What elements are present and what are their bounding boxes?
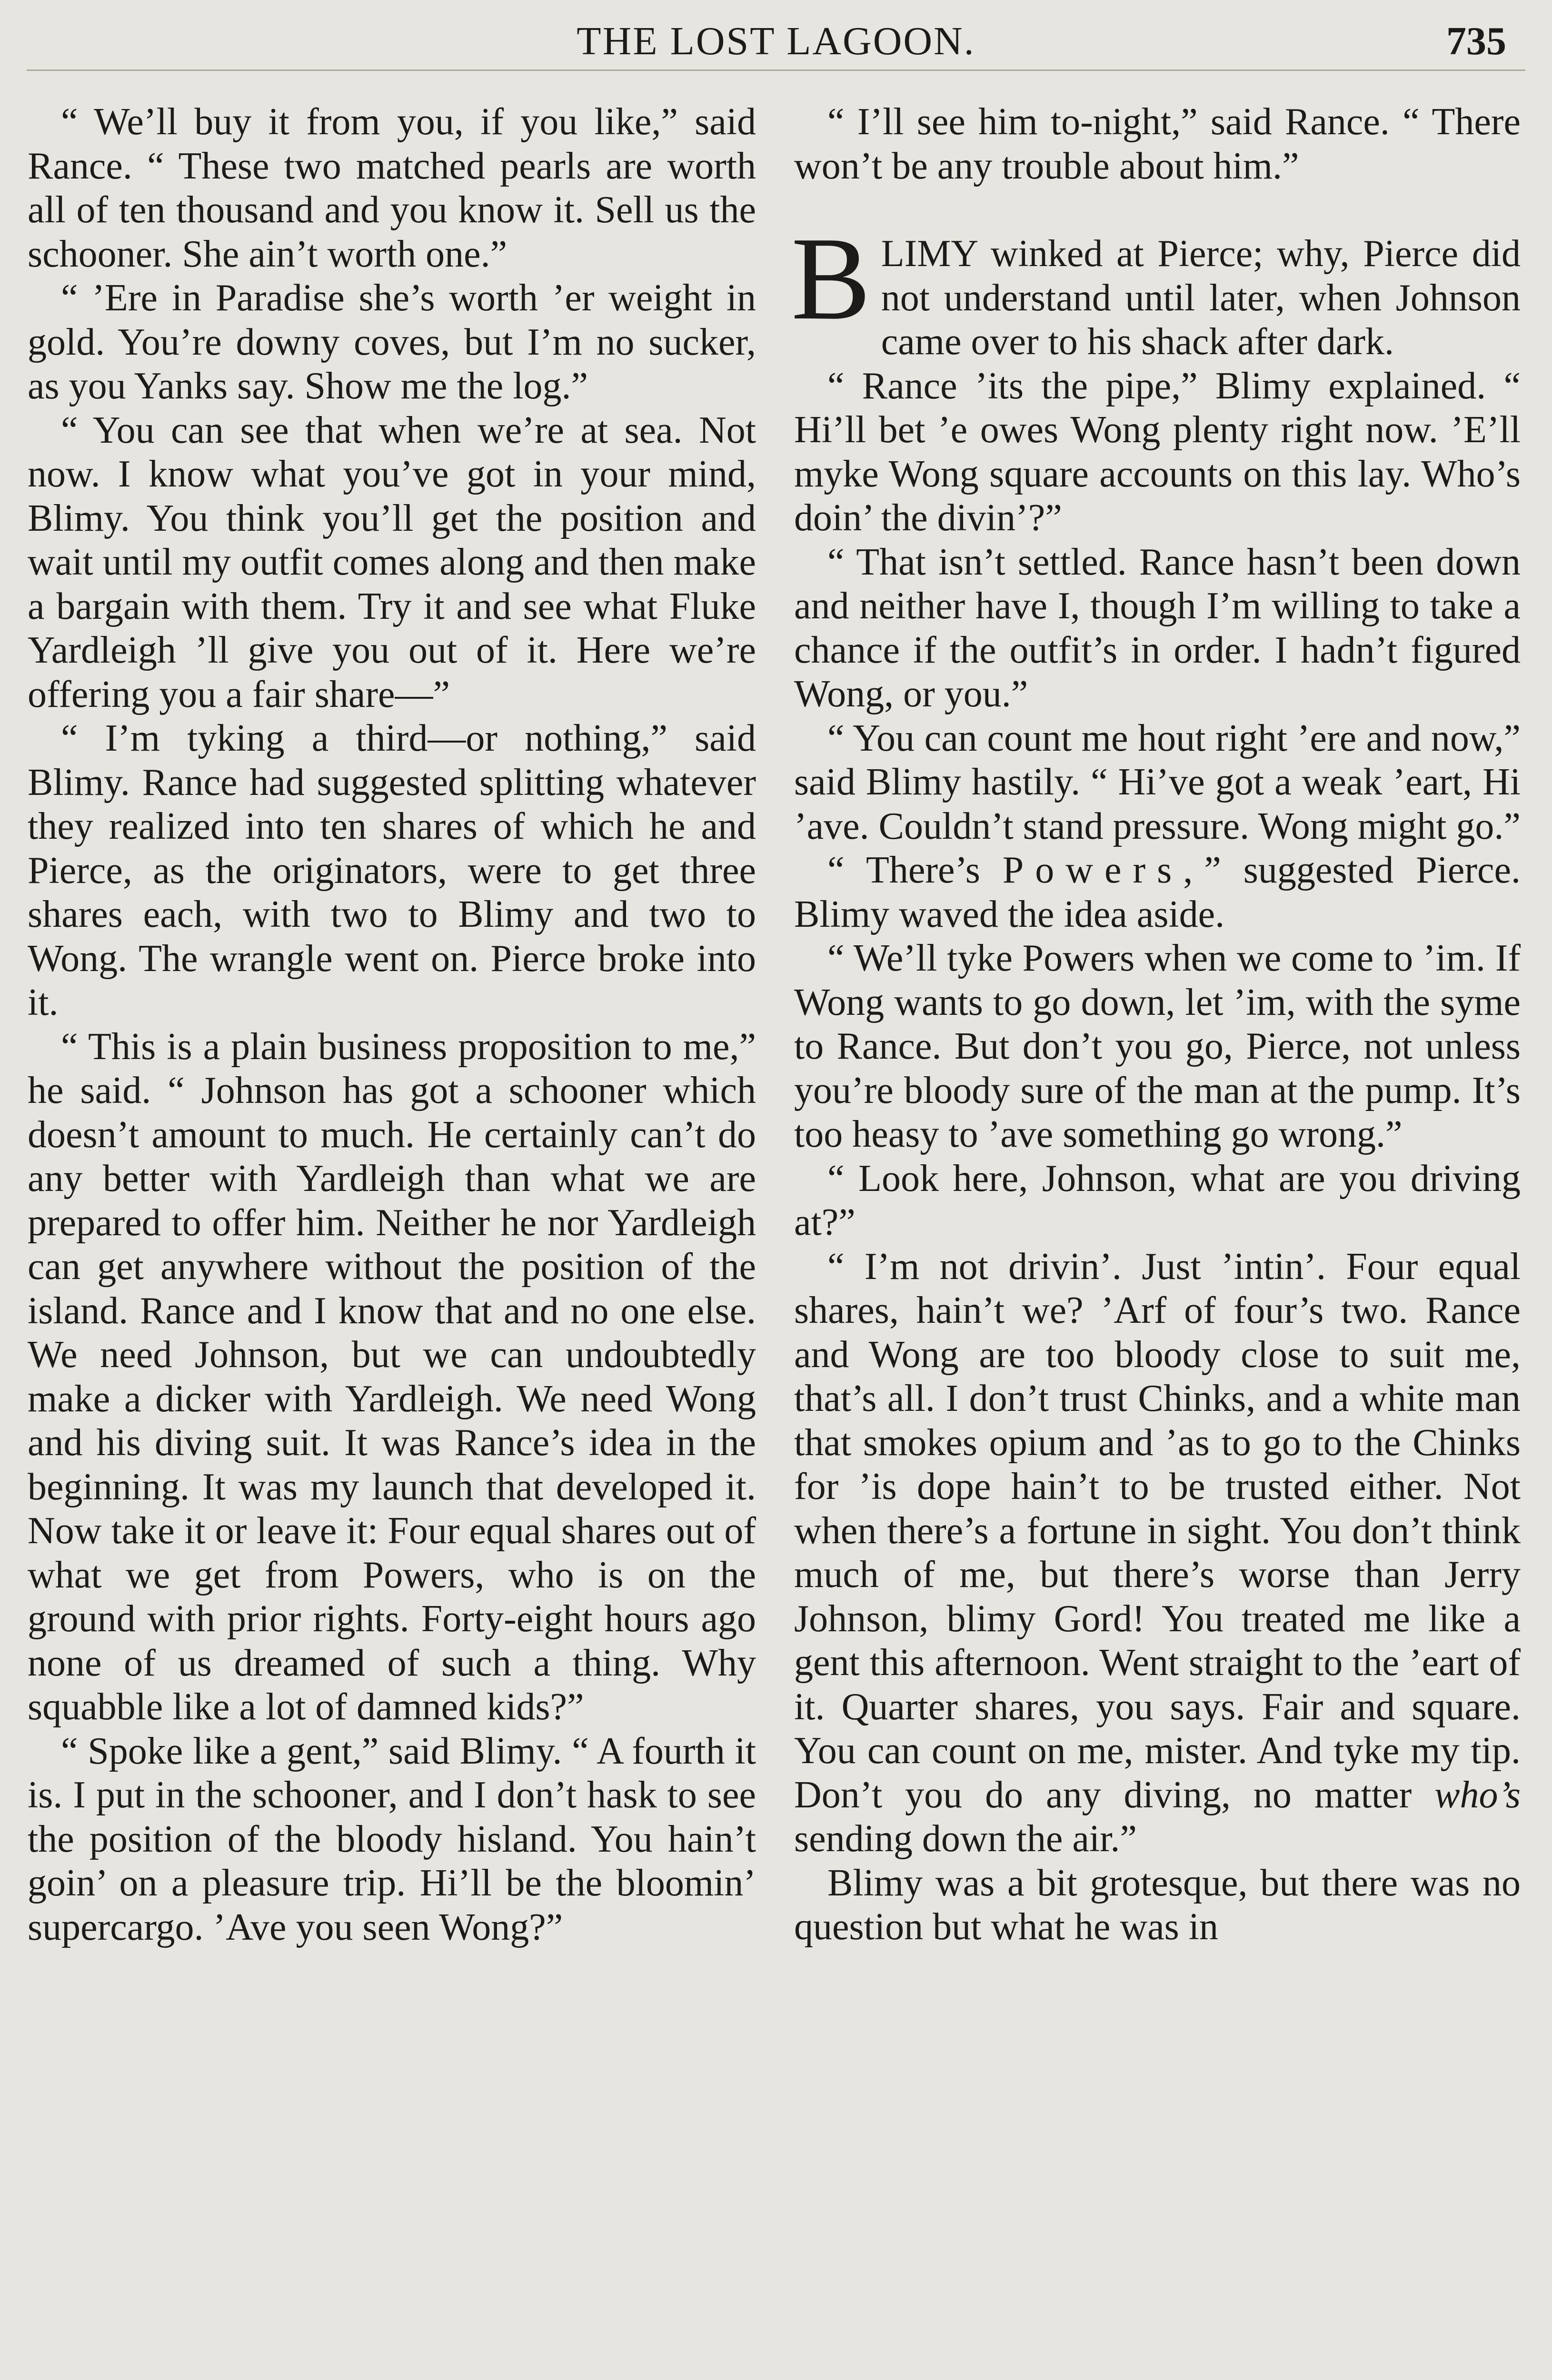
section-text: LIMY winked at Pierce; why, Pierce did not understand until later, when Johnson came over to his shack after dark.: [881, 233, 1521, 363]
paragraph: “ I’ll see him to-night,” said Rance. “ There won’t be any trouble about him.”: [794, 101, 1521, 187]
page-header: [27, 13, 1525, 66]
text-run: ” suggested Pierce. Blimy waved the idea aside.: [794, 849, 1521, 935]
paragraph: “ Look here, Johnson, what are you driving at?”: [794, 1157, 1521, 1243]
paragraph: “ We’ll buy it from you, if you like,” said Rance. “ These two matched pearls are worth all of ten thousand and you know it. Sell us the schooner. She ain’t worth one.”: [28, 101, 756, 275]
header-rule: [27, 69, 1525, 71]
paragraph: “ You can count me hout right ’ere and now,” said Blimy hastily. “ Hi’ve got a weak ’eart, Hi ’ave. Couldn’t stand pressure. Wong might go.”: [794, 717, 1521, 847]
paragraph: [794, 848, 1521, 936]
paragraph: Blimy was a bit grotesque, but there was no question but what he was in: [794, 1862, 1521, 1948]
paragraph: “ Spoke like a gent,” said Blimy. “ A fourth it is. I put in the schooner, and I don’t hask to see the position of the bloody hisland. You hain’t goin’ on a pleasure trip. Hi’ll be the bloomin’ supercargo. ’Ave you seen Wong?”: [28, 1730, 756, 1948]
paragraph: “ This is a plain business proposition to me,” he said. “ Johnson has got a schooner which doesn’t amount to much. He certainly can’t do any better with Yardleigh than what we are prepared to offer him. Neither he nor Yardleigh can get anywhere without the position of the island. Rance and I know that and no one else. We need Johnson, but we can undoubtedly make a dicker with Yardleigh. We need Wong and his diving suit. It was Rance’s idea in the beginning. It was my launch that developed it. Now take it or leave it: Four equal shares out of what we get from Powers, who is on the ground with prior rights. Forty-eight hours ago none of us dreamed of such a thing. Why squabble like a lot of damned kids?”: [28, 1025, 756, 1728]
paragraph: “ That isn’t settled. Rance hasn’t been down and neither have I, though I’m willing to take a chance if the outfit’s in order. I hadn’t figured Wong, or you.”: [794, 541, 1521, 715]
text-run: “ I’m not drivin’. Just ’intin’. Four equal shares, hain’t we? ’Arf of four’s two. Rance and Wong are too bloody close to suit me, that’s all. I don’t trust Chinks, and a white man that smokes opium and ’as to go to the Chinks for ’is dope hain’t to be trusted either. Not when there’s a fortune in sight. You don’t think much of me, but there’s worse than Jerry Johnson, blimy Gord! You treated me like a gent this afternoon. Went straight to the ’eart of it. Quarter shares, you says. Fair and square. You can count on me, mister. And tyke my tip. Don’t you do any diving, no matter: [794, 1245, 1521, 1816]
right-column: [791, 100, 1521, 1949]
drop-cap: B: [791, 213, 871, 345]
letterspaced-name: Powers,: [1002, 849, 1204, 891]
paragraph: “ ’Ere in Paradise she’s worth ’er weight in gold. You’re downy coves, but I’m no sucker, as you Yanks say. Show me the log.”: [28, 277, 756, 407]
paragraph: [794, 1245, 1521, 1861]
section-opening-paragraph: [791, 213, 1521, 364]
paragraph: “ I’m tyking a third—or nothing,” said Blimy. Rance had suggested splitting whatever they realized into ten shares of which he and Pierce, as the originators, were to get three shares each, with two to Blimy and two to Wong. The wrangle went on. Pierce broke into it.: [28, 717, 756, 1023]
paragraph: “ You can see that when we’re at sea. Not now. I know what you’ve got in your mind, Blimy. You think you’ll get the position and wait until my outfit comes along and then make a bargain with them. Try it and see what Fluke Yardleigh ’ll give you out of it. Here we’re offering you a fair share—”: [28, 409, 756, 715]
paragraph: “ Rance ’its the pipe,” Blimy explained. “ Hi’ll bet ’e owes Wong plenty right now. ’E’ll myke Wong square accounts on this lay. Who’s doin’ the divin’?”: [794, 365, 1521, 539]
paragraph: “ We’ll tyke Powers when we come to ’im. If Wong wants to go down, let ’im, with the syme to Rance. But don’t you go, Pierce, not unless you’re bloody sure of the man at the pump. It’s too heasy to ’ave something go wrong.”: [794, 937, 1521, 1155]
text-run: sending down the air.”: [794, 1818, 1137, 1860]
italic-word: who’s: [1434, 1774, 1521, 1816]
running-title: THE LOST LAGOON.: [577, 19, 975, 63]
left-column: [28, 100, 756, 1949]
text-run: “ There’s: [827, 849, 980, 891]
page-number: 735: [1446, 19, 1506, 63]
